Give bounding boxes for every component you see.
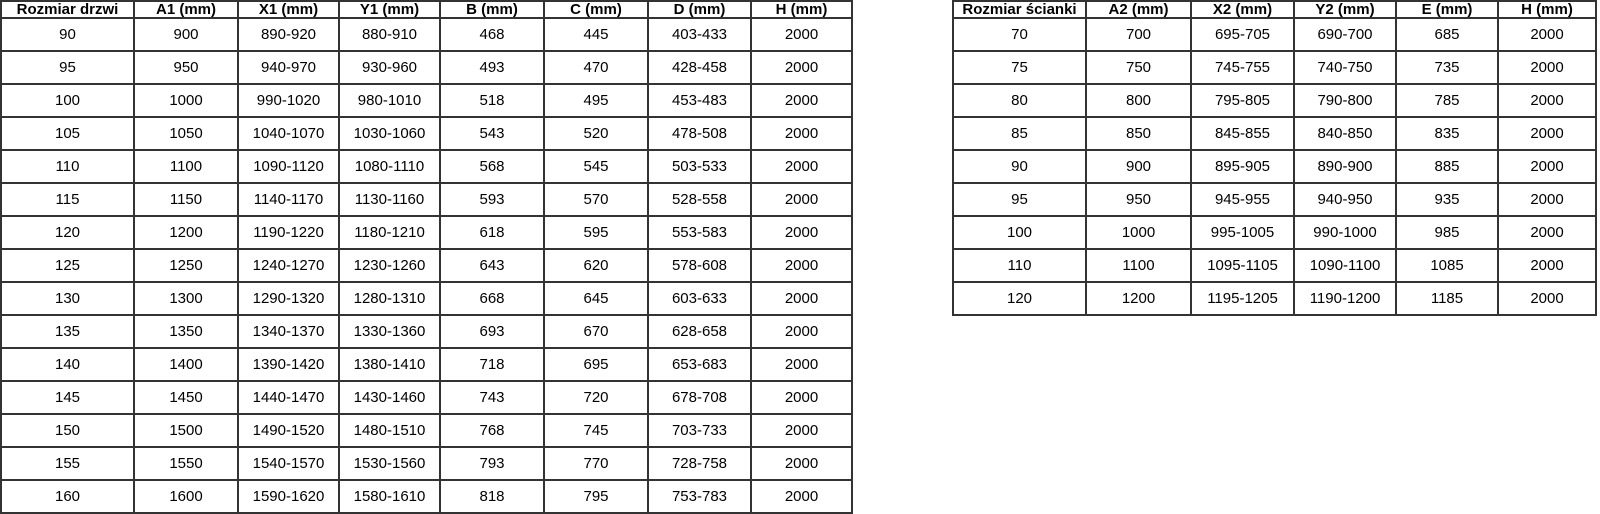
table-cell: 1540-1570 [238, 447, 339, 480]
table-cell: 2000 [751, 84, 852, 117]
table-cell: 1150 [134, 183, 238, 216]
table-cell: 695-705 [1191, 18, 1294, 51]
table-cell: 1000 [134, 84, 238, 117]
table-cell: 1380-1410 [339, 348, 440, 381]
table-row [1, 18, 852, 51]
table-cell: 2000 [751, 381, 852, 414]
table-row [953, 117, 1596, 150]
table-cell: 528-558 [648, 183, 751, 216]
table-cell: 160 [1, 480, 134, 513]
table-cell: 1330-1360 [339, 315, 440, 348]
table-cell: 1180-1210 [339, 216, 440, 249]
table-cell: 1240-1270 [238, 249, 339, 282]
table-cell: 428-458 [648, 51, 751, 84]
table-cell: 503-533 [648, 150, 751, 183]
table-cell: 2000 [1498, 249, 1596, 282]
table-cell: 70 [953, 18, 1086, 51]
column-header: A1 (mm) [134, 1, 238, 18]
table-cell: 950 [1086, 183, 1191, 216]
table-cell: 495 [544, 84, 648, 117]
table-cell: 2000 [751, 480, 852, 513]
table-row [1, 150, 852, 183]
table-cell: 1030-1060 [339, 117, 440, 150]
table-cell: 493 [440, 51, 544, 84]
table-cell: 740-750 [1294, 51, 1396, 84]
table-row [1, 84, 852, 117]
table-cell: 985 [1396, 216, 1498, 249]
table-row [1, 480, 852, 513]
table-cell: 950 [134, 51, 238, 84]
table-cell: 753-783 [648, 480, 751, 513]
table-cell: 403-433 [648, 18, 751, 51]
table-cell: 90 [1, 18, 134, 51]
table-cell: 155 [1, 447, 134, 480]
table-cell: 1100 [134, 150, 238, 183]
table-cell: 90 [953, 150, 1086, 183]
table-row [1, 249, 852, 282]
table-cell: 2000 [1498, 216, 1596, 249]
table-cell: 1190-1220 [238, 216, 339, 249]
table-cell: 745 [544, 414, 648, 447]
table-row [1, 381, 852, 414]
table-cell: 603-633 [648, 282, 751, 315]
table-header-row [1, 1, 852, 18]
table-header-row [953, 1, 1596, 18]
table-cell: 2000 [751, 348, 852, 381]
table-cell: 520 [544, 117, 648, 150]
table-cell: 570 [544, 183, 648, 216]
table-cell: 643 [440, 249, 544, 282]
table-cell: 2000 [751, 150, 852, 183]
table-cell: 620 [544, 249, 648, 282]
table-cell: 1080-1110 [339, 150, 440, 183]
table-cell: 1500 [134, 414, 238, 447]
table-cell: 2000 [751, 315, 852, 348]
table-cell: 685 [1396, 18, 1498, 51]
table-cell: 718 [440, 348, 544, 381]
table-cell: 1250 [134, 249, 238, 282]
table-cell: 750 [1086, 51, 1191, 84]
table-cell: 995-1005 [1191, 216, 1294, 249]
table-cell: 2000 [751, 117, 852, 150]
table-cell: 100 [953, 216, 1086, 249]
table-row [1, 447, 852, 480]
table-cell: 1340-1370 [238, 315, 339, 348]
table-cell: 1200 [1086, 282, 1191, 315]
table-cell: 1590-1620 [238, 480, 339, 513]
table-cell: 618 [440, 216, 544, 249]
table-row [953, 84, 1596, 117]
column-header: H (mm) [1498, 1, 1596, 18]
table-cell: 800 [1086, 84, 1191, 117]
table-row [1, 348, 852, 381]
table-cell: 1580-1610 [339, 480, 440, 513]
table-cell: 2000 [751, 216, 852, 249]
table-cell: 1350 [134, 315, 238, 348]
column-header: Rozmiar drzwi [1, 1, 134, 18]
table-cell: 545 [544, 150, 648, 183]
table-cell: 735 [1396, 51, 1498, 84]
table-row [953, 216, 1596, 249]
table-cell: 2000 [1498, 183, 1596, 216]
table-cell: 120 [953, 282, 1086, 315]
table-cell: 1430-1460 [339, 381, 440, 414]
table-cell: 720 [544, 381, 648, 414]
table-cell: 890-900 [1294, 150, 1396, 183]
table-cell: 1200 [134, 216, 238, 249]
table-cell: 890-920 [238, 18, 339, 51]
table-cell: 895-905 [1191, 150, 1294, 183]
table-cell: 2000 [1498, 150, 1596, 183]
table-cell: 835 [1396, 117, 1498, 150]
table-cell: 95 [1, 51, 134, 84]
table-cell: 470 [544, 51, 648, 84]
table-cell: 578-608 [648, 249, 751, 282]
table-cell: 1040-1070 [238, 117, 339, 150]
table-cell: 1450 [134, 381, 238, 414]
table-cell: 453-483 [648, 84, 751, 117]
table-cell: 1085 [1396, 249, 1498, 282]
table-cell: 2000 [1498, 51, 1596, 84]
table-cell: 770 [544, 447, 648, 480]
table-cell: 2000 [1498, 84, 1596, 117]
table-cell: 1000 [1086, 216, 1191, 249]
table-cell: 1185 [1396, 282, 1498, 315]
table-cell: 1280-1310 [339, 282, 440, 315]
table-cell: 695 [544, 348, 648, 381]
table-cell: 1300 [134, 282, 238, 315]
table-cell: 940-950 [1294, 183, 1396, 216]
table-cell: 1190-1200 [1294, 282, 1396, 315]
table-cell: 1530-1560 [339, 447, 440, 480]
table-row [1, 117, 852, 150]
table-cell: 668 [440, 282, 544, 315]
table-cell: 75 [953, 51, 1086, 84]
table-cell: 1130-1160 [339, 183, 440, 216]
table-cell: 1390-1420 [238, 348, 339, 381]
column-header: Y1 (mm) [339, 1, 440, 18]
table-cell: 2000 [1498, 282, 1596, 315]
table-cell: 990-1020 [238, 84, 339, 117]
table-cell: 945-955 [1191, 183, 1294, 216]
table-cell: 745-755 [1191, 51, 1294, 84]
column-header: X2 (mm) [1191, 1, 1294, 18]
wall-panel-size-table [952, 0, 1597, 316]
table-row [1, 414, 852, 447]
table-cell: 900 [1086, 150, 1191, 183]
table-cell: 1600 [134, 480, 238, 513]
table-cell: 818 [440, 480, 544, 513]
table-cell: 110 [953, 249, 1086, 282]
table-cell: 728-758 [648, 447, 751, 480]
table-cell: 700 [1086, 18, 1191, 51]
table-cell: 105 [1, 117, 134, 150]
column-header: C (mm) [544, 1, 648, 18]
table-cell: 2000 [1498, 117, 1596, 150]
table-cell: 885 [1396, 150, 1498, 183]
column-header: A2 (mm) [1086, 1, 1191, 18]
table-cell: 790-800 [1294, 84, 1396, 117]
table-cell: 2000 [751, 183, 852, 216]
table-cell: 690-700 [1294, 18, 1396, 51]
table-cell: 980-1010 [339, 84, 440, 117]
table-cell: 595 [544, 216, 648, 249]
table-cell: 990-1000 [1294, 216, 1396, 249]
table-cell: 628-658 [648, 315, 751, 348]
table-row [953, 183, 1596, 216]
table-cell: 85 [953, 117, 1086, 150]
table-cell: 1090-1120 [238, 150, 339, 183]
table-cell: 2000 [751, 18, 852, 51]
table-cell: 743 [440, 381, 544, 414]
table-cell: 543 [440, 117, 544, 150]
table-cell: 1140-1170 [238, 183, 339, 216]
table-cell: 568 [440, 150, 544, 183]
table-row [1, 183, 852, 216]
table-cell: 930-960 [339, 51, 440, 84]
table-cell: 135 [1, 315, 134, 348]
table-cell: 1195-1205 [1191, 282, 1294, 315]
column-header: H (mm) [751, 1, 852, 18]
table-cell: 645 [544, 282, 648, 315]
table-cell: 125 [1, 249, 134, 282]
column-header: Y2 (mm) [1294, 1, 1396, 18]
table-cell: 80 [953, 84, 1086, 117]
table-cell: 445 [544, 18, 648, 51]
table-cell: 1480-1510 [339, 414, 440, 447]
table-row [1, 216, 852, 249]
table-cell: 1230-1260 [339, 249, 440, 282]
table-cell: 653-683 [648, 348, 751, 381]
table-cell: 2000 [1498, 18, 1596, 51]
table-cell: 880-910 [339, 18, 440, 51]
table-cell: 2000 [751, 447, 852, 480]
table-cell: 130 [1, 282, 134, 315]
table-cell: 693 [440, 315, 544, 348]
table-cell: 110 [1, 150, 134, 183]
table-row [953, 51, 1596, 84]
table-cell: 593 [440, 183, 544, 216]
table-cell: 850 [1086, 117, 1191, 150]
table-cell: 940-970 [238, 51, 339, 84]
table-cell: 1100 [1086, 249, 1191, 282]
table-cell: 2000 [751, 282, 852, 315]
table-cell: 678-708 [648, 381, 751, 414]
table-cell: 703-733 [648, 414, 751, 447]
table-cell: 1050 [134, 117, 238, 150]
table-cell: 935 [1396, 183, 1498, 216]
table-cell: 768 [440, 414, 544, 447]
table-cell: 468 [440, 18, 544, 51]
table-cell: 1095-1105 [1191, 249, 1294, 282]
column-header: B (mm) [440, 1, 544, 18]
table-row [953, 282, 1596, 315]
table-cell: 518 [440, 84, 544, 117]
column-header: D (mm) [648, 1, 751, 18]
table-cell: 1090-1100 [1294, 249, 1396, 282]
table-cell: 1490-1520 [238, 414, 339, 447]
table-row [1, 51, 852, 84]
table-cell: 845-855 [1191, 117, 1294, 150]
table-cell: 140 [1, 348, 134, 381]
table-row [1, 315, 852, 348]
table-cell: 795 [544, 480, 648, 513]
table-cell: 670 [544, 315, 648, 348]
table-row [953, 150, 1596, 183]
table-row [953, 18, 1596, 51]
table-cell: 120 [1, 216, 134, 249]
table-cell: 553-583 [648, 216, 751, 249]
column-header: E (mm) [1396, 1, 1498, 18]
table-cell: 785 [1396, 84, 1498, 117]
table-cell: 478-508 [648, 117, 751, 150]
table-row [1, 282, 852, 315]
table-cell: 1440-1470 [238, 381, 339, 414]
table-cell: 115 [1, 183, 134, 216]
table-cell: 145 [1, 381, 134, 414]
table-cell: 2000 [751, 51, 852, 84]
table-cell: 95 [953, 183, 1086, 216]
table-cell: 100 [1, 84, 134, 117]
table-cell: 2000 [751, 249, 852, 282]
table-cell: 2000 [751, 414, 852, 447]
table-cell: 1290-1320 [238, 282, 339, 315]
table-cell: 840-850 [1294, 117, 1396, 150]
table-cell: 793 [440, 447, 544, 480]
column-header: X1 (mm) [238, 1, 339, 18]
table-cell: 795-805 [1191, 84, 1294, 117]
table-cell: 150 [1, 414, 134, 447]
column-header: Rozmiar ścianki [953, 1, 1086, 18]
table-row [953, 249, 1596, 282]
table-cell: 1400 [134, 348, 238, 381]
table-cell: 1550 [134, 447, 238, 480]
table-cell: 900 [134, 18, 238, 51]
